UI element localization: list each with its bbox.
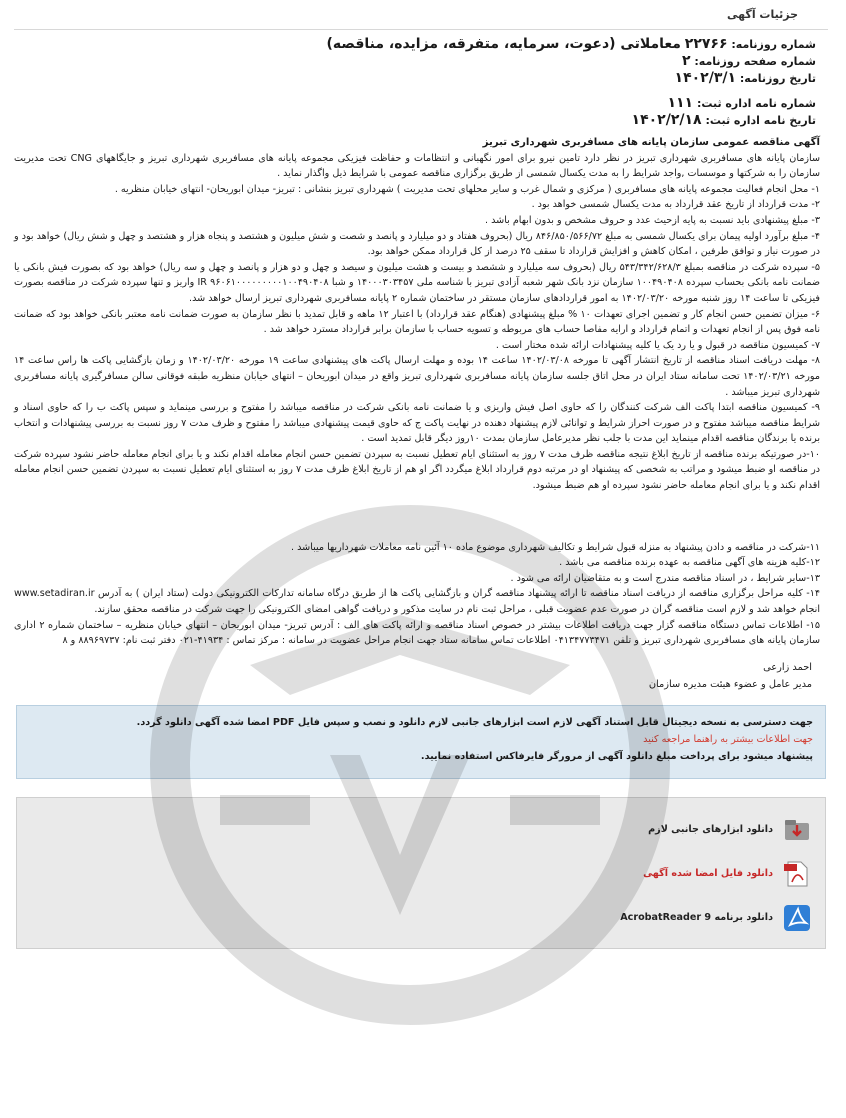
ad-paragraph: ۱۲-کلیه هزینه های آگهی مناقصه به عهده برنده مناقصه می باشد . [559,557,820,569]
page-number: ۲ [682,53,691,69]
ad-paragraph: ۳- مبلغ پیشنهادی باید نسبت به پایه ازحیث عدد و حروف مشخص و بدون ابهام باشد . [485,214,820,226]
newspaper-date-label: تاریخ روزنامه: [739,72,816,85]
newspaper-date-row [14,70,816,87]
signature-block [14,659,820,693]
download-signed-pdf-label: دانلود فایل امضا شده آگهی [643,868,773,880]
registry-date: ۱۴۰۲/۲/۱۸ [631,112,702,128]
registry-number: ۱۱۱ [667,95,694,111]
ad-paragraph: ۸- مهلت دریافت اسناد مناقصه از تاریخ انتشار آگهی تا مورخه ۱۴۰۲/۰۳/۰۸ ساعت ۱۴ بوده و مهلت ارسال پاکت های پیشنهادی ساعت ۱۹ مورخه ۱۴۰۲/۰۳/۲۰ و زمان بازگشایی پاکت ها راس ساعت ۱۴ مورخه ۱۴۰۲/۰۳/۲۱ تحت سامانه ستاد ایران در محل اتاق جلسه سازمان پایانه مسافربری شهرداری تبریز واقع در میدان ابوریحان – انتهای خیابان منظریه طبقه فوقانی سالن مسافرگیری پایانه مسافربری شهرداری تبریز میباشد . [14,355,821,398]
ad-metadata [14,36,828,129]
registry-date-row [14,112,816,129]
ad-paragraph: سازمان پایانه های مسافربری شهرداری تبریز در نظر دارد تامین نیرو برای امور نگهبانی و انتظامات و حفاظت فیزیکی مجموعه پایانه های مسافربری شهرداری تبریز و جایگاههای CNG تحت مدیریت سازمان را به شرکتها و موسسات ,واجد شرایط را به مدت یکسال شمسی از طریق برگزاری مناقصه عمومی با شرایط ذیل واگذار نماید . [14,152,820,180]
registry-date-label: تاریخ نامه اداره ثبت: [705,114,816,127]
downloads-panel [16,797,826,949]
download-tools-link[interactable] [31,808,811,852]
ad-paragraph: ۲- مدت قرارداد از تاریخ عقد قرارداد به مدت یکسال شمسی خواهد بود . [531,199,820,211]
page-header [14,0,828,30]
digital-copy-notice [16,705,826,779]
ad-paragraph: ۱۱-شرکت در مناقصه و دادن پیشنهاد به منزله قبول شرایط و تکالیف شهرداری موضوع ماده ۱۰ آئین نامه معاملات شهرداریها میباشد . [291,541,820,553]
registry-number-label: شماره نامه اداره ثبت: [696,97,816,110]
page-number-row [14,53,816,70]
ad-paragraph: ۱۵- اطلاعات تماس دستگاه مناقصه گزار جهت دریافت اطلاعات بیشتر در خصوص اسناد مناقصه و ارائه پاکت های الف : آدرس تبریز- میدان ابوریحان – انتهای خیابان منظریه – ساختمان شماره ۲ اداری سازمان پایانه های مسافربری شهرداری تبریز و تلفن ۰۴۱۳۴۷۷۳۴۷۱ اطلاعات تماس سامانه ستاد جهت انجام مراحل عضویت در سامانه : مرکز تماس : ۴۱۹۳۴-۰۲۱ دفتر ثبت نام: ۸۸۹۶۹۷۳۷ و ۸ [14,619,820,647]
pdf-file-icon [783,860,811,888]
download-acrobat-label: دانلود برنامه AcrobatReader 9 [620,912,773,924]
page-number-label: شماره صفحه روزنامه: [694,55,816,68]
newspaper-number: ۲۲۷۶۶ [684,36,728,52]
download-signed-pdf-link[interactable] [31,852,811,896]
ad-paragraph: ۶- میزان تضمین حسن انجام کار و تضمین اجرای تعهدات ۱۰ % مبلغ پیشنهادی (هنگام عقد قرارداد) با اعتبار ۱۲ ماهه و قابل تمدید با نظر سازمان به صورت ضمانت نامه معتبر بانکی خواهد بود که ضمانت نامه فوق پس از انجام تعهدات و اتمام قرارداد و ارایه مفاصا حساب های مربوطه و تسویه حساب با سازمان برابر قرارداد مسترد خواهد شد . [14,308,820,336]
signer-title: مدیر عامل و عضوء هیئت مدیره سازمان [648,678,812,690]
page-title: جزئیات آگهی [727,8,798,21]
download-acrobat-link[interactable] [31,896,811,940]
notice-line: پیشنهاد میشود برای پرداخت مبلغ دانلود آگهی از مرورگر فایرفاکس استفاده نمایید. [420,750,813,762]
folder-download-icon [783,816,811,844]
ad-paragraph: ۷- کمیسیون مناقصه در قبول و یا رد یک یا کلیه پیشنهادات ارائه شده مختار است . [495,339,820,351]
newspaper-date: ۱۴۰۲/۳/۱ [674,70,737,86]
newspaper-number-row [14,36,816,53]
ad-paragraph: ۱۰-در صورتیکه برنده مناقصه از تاریخ ابلاغ نتیجه مناقصه ظرف مدت ۷ روز به استثنای ایام تعطیل نسبت به سپردن تضمین حسن انجام معامله اقدام نکند و یا برای انجام معامله حاضر نشود سپرده شرکت در مناقصه او ضبط میشود و مراتب به شخصی که پیشنهاد او در مرتبه دوم قرارداد ابلاغ میگردد اگر او هم از تاریخ ابلاغ ظرف مدت ۷ روز به استثنای ایام تعطیل نسبت به سپردن تضمین حسن انجام معامله اقدام نکند و یا برای انجام معامله حاضر نشود سپرده او هم ضبط میشود. [14,448,820,492]
ad-paragraph: ۴- مبلغ برآورد اولیه پیمان برای یکسال شمسی به مبلغ ۸۴۶/۸۵۰/۵۶۶/۷۲ ریال (بحروف هفتاد و دو میلیارد و پانصد و شصت و شش میلیون و هشتصد و پنجاه هزار و هشتصد و چهل و شش ریال) خواهد بود و در صورت نیاز و توافق طرفین ، امکان کاهش و افزایش قرارداد تا سقف ۲۵ درصد از کل قرارداد ممکن خواهد بود. [14,230,820,258]
ad-title: آگهی مناقصه عمومی سازمان پایانه های مسافربری شهرداری تبریز [482,137,820,148]
notice-line: جهت دسترسی به نسخه دیجیتال قابل استناد آگهی لازم است ابزارهای جانبی لازم دانلود و نصب و سپس فایل PDF امضا شده آگهی دانلود گردد. [136,716,813,728]
signer-name: احمد زارعی [763,661,812,673]
ad-paragraph: ۹- کمیسیون مناقصه ابتدا پاکت الف شرکت کنندگان را که حاوی اصل فیش واریزی و یا ضمانت نامه بانکی شرکت در مناقصه میباشد را مفتوح و بررسی مینماید و سپس پاکت ب را که حاوی اسناد و شرایط مناقصه میباشد مفتوح و در صورت احراز شرایط و توانائی لازم پیشنهاد دهنده در نهایت پاکت ج که حاوی قیمت پیشنهادی میباشد را مفتوح و ظرف مدت ۷ روز نسبت به بررسی پیشنهادات و انتخاب برنده یا برندگان مناقصه اقدام مینماید این مدت با جلب نظر مدیرعامل سازمان بمدت ۱۰روز دیگر قابل تمدید است . [14,402,820,445]
ad-paragraph: ۱۳-سایر شرایط ، در اسناد مناقصه مندرج است و به متقاضیان ارائه می شود . [510,572,820,584]
acrobat-reader-icon [783,904,811,932]
download-tools-label: دانلود ابزارهای جانبی لازم [648,824,773,836]
ad-paragraph: ۱- محل انجام فعالیت مجموعه پایانه های مسافربری ( مرکزی و شمال غرب و سایر محلهای تحت مدیریت ) شهرداری تبریز بنشانی : تبریز- میدان ابوریحان- انتهای خیابان منظریه . [114,183,820,195]
newspaper-number-label: شماره روزنامه: [731,38,816,51]
help-link[interactable]: جهت اطلاعات بیشتر به راهنما مراجعه کنید [643,733,813,745]
ad-paragraph: ۱۴- کلیه مراحل برگزاری مناقصه از دریافت اسناد مناقصه تا ارائه پیشنهاد مناقصه گران و بازگشایی پاکت ها از طریق درگاه سامانه تدارکات الکترونیکی دولت (ستاد ایران ) به آدرس www.setadiran.ir انجام خواهد شد و لازم است مناقصه گران در صورت عدم عضویت قبلی ، مراحل ثبت نام در سایت مذکور و دریافت گواهی امضای الکترونیکی را جهت شرکت در مناقصه محقق سازند. [14,588,820,616]
ad-paragraph: ۵- سپرده شرکت در مناقصه بمبلغ ۵۴۳/۳۴۲/۶۲۸/۳ ریال (بحروف سه میلیارد و ششصد و بیست و هشت میلیون و سیصد و چهل و دو هزار و پانصد و چهل و سه ریال) خواهد بود که بصورت فیش بانکی یا ضمانت نامه بانکی بحساب سپرده ۱۰۰۴۹۰۴۰۸ سازمان نزد بانک شهر شعبه آزادی تبریز با شناسه ملی ۱۴۰۰۰۳۰۳۴۵۷ و شبا IR ۹۶۰۶۱۰۰۰۰۰۰۰۰۰۱۰۰۴۹۰۴۰۸ واریز و تنها سپرده شرکت در مناقصه بصورت فیزیکی تا ساعت ۱۴ روز شنبه مورخه ۱۴۰۲/۰۳/۲۰ به امور قراردادهای سازمان مستقر در ساختمان شماره ۲ پایانه مسافربری شهرداری تبریز ارسال خواهد شد. [14,261,821,304]
registry-number-row [14,95,816,112]
newspaper-category: معاملاتی (دعوت، سرمایه، متفرقه، مزایده، مناقصه) [326,36,681,52]
ad-body [14,135,828,693]
